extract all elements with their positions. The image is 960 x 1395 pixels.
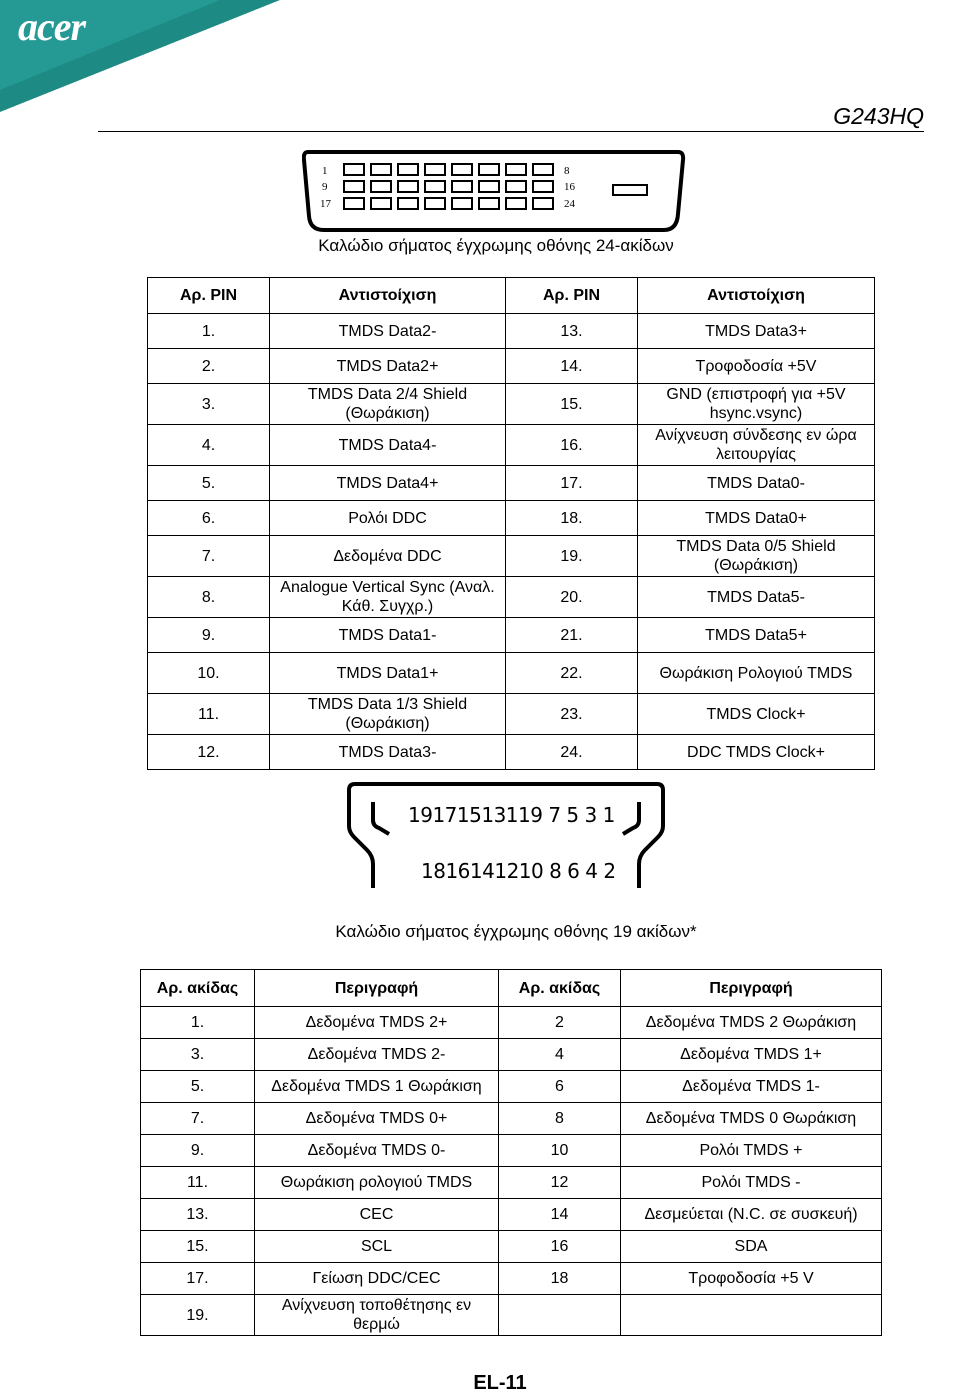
- pin-number: 2.: [148, 349, 270, 384]
- dvi-pin: [533, 164, 553, 175]
- pin-description: Ρολόι TMDS +: [621, 1135, 882, 1167]
- header-rule: [98, 131, 924, 132]
- pin-signal: TMDS Data3+: [638, 314, 875, 349]
- dvi-pin: [425, 181, 445, 192]
- pin-description: Δεδομένα TMDS 0+: [255, 1103, 499, 1135]
- pin-signal: TMDS Data 1/3 Shield (Θωράκιση): [270, 694, 506, 735]
- pin-number: 6: [499, 1071, 621, 1103]
- dvi-label-left-1: 1: [322, 165, 328, 177]
- pin-number: 13.: [141, 1199, 255, 1231]
- pin-signal: Δεδομένα DDC: [270, 536, 506, 577]
- table-row: [148, 501, 875, 536]
- table-row: [148, 618, 875, 653]
- pin-number: 1.: [148, 314, 270, 349]
- pin-description: Δεδομένα TMDS 0-: [255, 1135, 499, 1167]
- dvi-label-left-9: 9: [322, 181, 328, 193]
- pin-signal: Analogue Vertical Sync (Αναλ. Κάθ. Συγχρ.): [270, 577, 506, 618]
- dvi-connector-diagram: [302, 150, 686, 234]
- dvi-pin: [452, 181, 472, 192]
- dvi-pin: [371, 164, 391, 175]
- dvi-caption: Καλώδιο σήματος έγχρωμης οθόνης 24-ακίδων: [318, 236, 674, 255]
- table-row: [148, 735, 875, 770]
- pin-number: 8: [499, 1103, 621, 1135]
- pin-number: 12.: [148, 735, 270, 770]
- pin-description: Δεδομένα TMDS 2-: [255, 1039, 499, 1071]
- dvi-pin: [398, 181, 418, 192]
- hdmi-bottom-pin-numbers: 1816141210 8 6 4 2: [421, 859, 616, 883]
- table-row: [148, 349, 875, 384]
- table-row: [148, 577, 875, 618]
- pin-number: 1.: [141, 1007, 255, 1039]
- pin-number: 2: [499, 1007, 621, 1039]
- pin-number: 12: [499, 1167, 621, 1199]
- pin-number: 8.: [148, 577, 270, 618]
- column-header: Περιγραφή: [255, 970, 499, 1007]
- dvi-pin: [479, 181, 499, 192]
- dvi-pin: [506, 181, 526, 192]
- table-row: [148, 425, 875, 466]
- pin-signal: TMDS Data2-: [270, 314, 506, 349]
- pin-number: 13.: [506, 314, 638, 349]
- model-name: G243HQ: [833, 103, 924, 129]
- table-row: [148, 536, 875, 577]
- pin-number: 9.: [148, 618, 270, 653]
- pin-signal: Ρολόι DDC: [270, 501, 506, 536]
- hdmi-pin-table: [140, 969, 882, 1336]
- column-header: Περιγραφή: [621, 970, 882, 1007]
- pin-signal: TMDS Data2+: [270, 349, 506, 384]
- pin-description: Δεδομένα TMDS 2+: [255, 1007, 499, 1039]
- dvi-pin: [452, 164, 472, 175]
- table-row: [141, 1039, 882, 1071]
- pin-signal: TMDS Data1+: [270, 653, 506, 694]
- table-row: [148, 384, 875, 425]
- pin-description: Τροφοδοσία +5 V: [621, 1263, 882, 1295]
- column-header: Αρ. ακίδας: [499, 970, 621, 1007]
- pin-signal: TMDS Data5-: [638, 577, 875, 618]
- pin-number: 18.: [506, 501, 638, 536]
- pin-number: 22.: [506, 653, 638, 694]
- column-header: Αντιστοίχιση: [270, 278, 506, 314]
- dvi-label-right-16: 16: [564, 181, 575, 193]
- pin-number: 11.: [148, 694, 270, 735]
- pin-signal: TMDS Data4-: [270, 425, 506, 466]
- pin-description: Ρολόι TMDS -: [621, 1167, 882, 1199]
- pin-number: 17.: [506, 466, 638, 501]
- dvi-pin: [398, 198, 418, 209]
- table-row: [148, 466, 875, 501]
- pin-signal: DDC TMDS Clock+: [638, 735, 875, 770]
- pin-number: 19.: [506, 536, 638, 577]
- dvi-pin: [533, 198, 553, 209]
- pin-description: SCL: [255, 1231, 499, 1263]
- pin-signal: TMDS Data0+: [638, 501, 875, 536]
- pin-number: 3.: [148, 384, 270, 425]
- pin-signal: TMDS Data5+: [638, 618, 875, 653]
- pin-description: CEC: [255, 1199, 499, 1231]
- pin-description: Δεσμεύεται (N.C. σε συσκευή): [621, 1199, 882, 1231]
- pin-number: 11.: [141, 1167, 255, 1199]
- dvi-label-left-17: 17: [320, 198, 331, 210]
- dvi-pin: [344, 181, 364, 192]
- pin-signal: TMDS Data4+: [270, 466, 506, 501]
- dvi-pin: [425, 198, 445, 209]
- pin-number: 19.: [141, 1295, 255, 1336]
- dvi-pin: [344, 164, 364, 175]
- pin-number: 14.: [506, 349, 638, 384]
- dvi-pin: [371, 198, 391, 209]
- pin-description: Δεδομένα TMDS 0 Θωράκιση: [621, 1103, 882, 1135]
- header-band: [0, 0, 960, 120]
- pin-number: 5.: [141, 1071, 255, 1103]
- dvi-pin: [344, 198, 364, 209]
- pin-signal: TMDS Data0-: [638, 466, 875, 501]
- pin-number: 9.: [141, 1135, 255, 1167]
- table-row: [148, 694, 875, 735]
- table-row: [148, 653, 875, 694]
- pin-signal: TMDS Data1-: [270, 618, 506, 653]
- pin-number: 17.: [141, 1263, 255, 1295]
- column-header: Αρ. PIN: [506, 278, 638, 314]
- pin-number: [499, 1295, 621, 1336]
- pin-number: 7.: [148, 536, 270, 577]
- table-row: [141, 1071, 882, 1103]
- pin-description: Ανίχνευση τοποθέτησης εν θερμώ: [255, 1295, 499, 1336]
- pin-description: Δεδομένα TMDS 1 Θωράκιση: [255, 1071, 499, 1103]
- pin-number: 4.: [148, 425, 270, 466]
- dvi-pin: [506, 164, 526, 175]
- pin-signal: TMDS Data 2/4 Shield (Θωράκιση): [270, 384, 506, 425]
- table-row: [141, 1295, 882, 1336]
- pin-number: 4: [499, 1039, 621, 1071]
- pin-description: [621, 1295, 882, 1336]
- table-row: [141, 1231, 882, 1263]
- table-row: [141, 1263, 882, 1295]
- dvi-pin: [479, 164, 499, 175]
- table-row: [141, 1199, 882, 1231]
- acer-logo: acer: [18, 4, 86, 49]
- pin-description: Γείωση DDC/CEC: [255, 1263, 499, 1295]
- pin-signal: Ανίχνευση σύνδεσης εν ώρα λειτουργίας: [638, 425, 875, 466]
- pin-number: 6.: [148, 501, 270, 536]
- pin-description: SDA: [621, 1231, 882, 1263]
- table-row: [141, 1135, 882, 1167]
- pin-number: 10: [499, 1135, 621, 1167]
- pin-number: 23.: [506, 694, 638, 735]
- dvi-pin: [506, 198, 526, 209]
- dvi-label-right-8: 8: [564, 165, 570, 177]
- pin-number: 18: [499, 1263, 621, 1295]
- dvi-pin: [533, 181, 553, 192]
- pin-number: 24.: [506, 735, 638, 770]
- pin-description: Θωράκιση ρολογιού TMDS: [255, 1167, 499, 1199]
- pin-signal: Τροφοδοσία +5V: [638, 349, 875, 384]
- column-header: Αρ. ακίδας: [141, 970, 255, 1007]
- hdmi-connector-diagram: [345, 780, 667, 892]
- table-row: [148, 314, 875, 349]
- pin-signal: TMDS Data3-: [270, 735, 506, 770]
- pin-number: 10.: [148, 653, 270, 694]
- table-row: [141, 1167, 882, 1199]
- table-row: [141, 1103, 882, 1135]
- pin-number: 3.: [141, 1039, 255, 1071]
- dvi-pin: [371, 181, 391, 192]
- pin-signal: GND (επιστροφή για +5V hsync.vsync): [638, 384, 875, 425]
- dvi-pin-table: [147, 277, 875, 770]
- pin-description: Δεδομένα TMDS 1-: [621, 1071, 882, 1103]
- pin-signal: TMDS Clock+: [638, 694, 875, 735]
- hdmi-caption: Καλώδιο σήματος έγχρωμης οθόνης 19 ακίδων*: [335, 922, 697, 941]
- column-header: Αρ. PIN: [148, 278, 270, 314]
- pin-number: 16.: [506, 425, 638, 466]
- pin-number: 15.: [141, 1231, 255, 1263]
- pin-number: 14: [499, 1199, 621, 1231]
- column-header: Αντιστοίχιση: [638, 278, 875, 314]
- dvi-pin: [398, 164, 418, 175]
- dvi-pin: [479, 198, 499, 209]
- pin-number: 15.: [506, 384, 638, 425]
- hdmi-top-pin-numbers: 19171513119 7 5 3 1: [408, 803, 615, 827]
- page-number: EL-11: [473, 1372, 527, 1394]
- table-row: [141, 1007, 882, 1039]
- pin-number: 20.: [506, 577, 638, 618]
- pin-number: 7.: [141, 1103, 255, 1135]
- pin-number: 21.: [506, 618, 638, 653]
- pin-signal: Θωράκιση Ρολογιού TMDS: [638, 653, 875, 694]
- pin-number: 16: [499, 1231, 621, 1263]
- dvi-pin: [452, 198, 472, 209]
- dvi-label-right-24: 24: [564, 198, 575, 210]
- pin-signal: TMDS Data 0/5 Shield (Θωράκιση): [638, 536, 875, 577]
- pin-description: Δεδομένα TMDS 2 Θωράκιση: [621, 1007, 882, 1039]
- dvi-pin: [425, 164, 445, 175]
- pin-number: 5.: [148, 466, 270, 501]
- pin-description: Δεδομένα TMDS 1+: [621, 1039, 882, 1071]
